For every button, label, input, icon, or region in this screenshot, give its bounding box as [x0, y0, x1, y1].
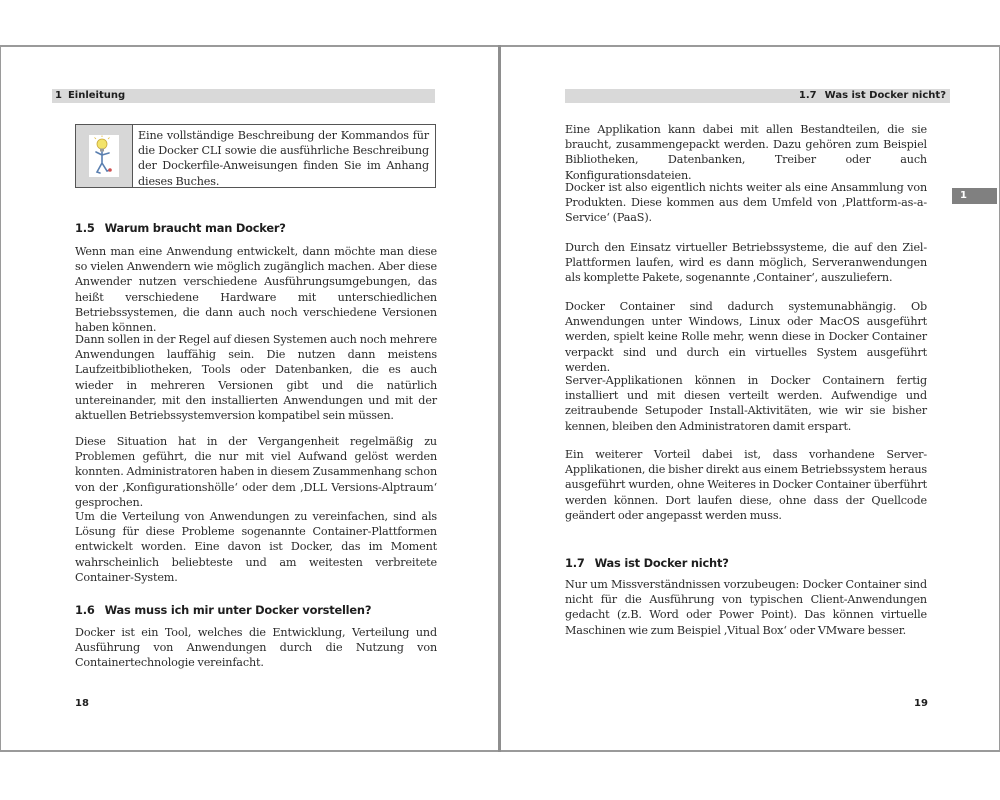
- page-number-right: 19: [914, 698, 928, 709]
- paragraph: Server-Applikationen können in Docker Containern fertig installiert und mit diesen verteilt werden. Aufwendige und zeitraubende Setupoder Install-Aktivitäten, wie wir sie bisher kennen, bleiben den Administratoren damit erspart.: [565, 374, 927, 433]
- left-page: [0, 45, 498, 752]
- section-title: Was muss ich mir unter Docker vorstellen?: [104, 603, 372, 617]
- section-title: Warum braucht man Docker?: [104, 221, 286, 235]
- paragraph: Eine Applikation kann dabei mit allen Bestandteilen, die sie braucht, zusammengepackt werden. Dazu gehören zum Beispiel Bibliotheken, Datenbanken, Treiber oder auch Konfigurationsdateien.: [565, 123, 927, 182]
- paragraph: Um die Verteilung von Anwendungen zu vereinfachen, sind als Lösung für diese Probleme sogenannte Container-Plattformen entwickelt worden. Eine davon ist Docker, das im Moment wahrscheinlich beliebteste und am weitesten verbreitete Container-System.: [75, 510, 437, 584]
- section-number: 1.6: [75, 603, 95, 617]
- running-head-chapter-title: Einleitung: [67, 90, 126, 101]
- paragraph: Ein weiterer Vorteil dabei ist, dass vorhandene Server-Applikationen, die bisher direkt aus einem Betriebssystem heraus ausgeführt wurden, ohne Weiteres in Docker Container überführt werden können. Dort laufen diese, ohne dass der Quellcode geändert oder angepasst werden muss.: [565, 448, 927, 522]
- running-head-section-title: Was ist Docker nicht?: [824, 90, 946, 101]
- page-number-left: 18: [75, 698, 89, 709]
- section-number: 1.7: [565, 556, 585, 570]
- section-heading-1-7: [565, 556, 729, 570]
- note-box: [75, 124, 436, 188]
- running-head-left: [52, 89, 435, 103]
- note-text: Eine vollständige Beschreibung der Kommandos für die Docker CLI sowie die ausführliche Beschreibung der Dockerfile-Anweisungen finden Sie im Anhang dieses Buches.: [138, 129, 429, 188]
- paragraph: Durch den Einsatz virtueller Betriebssysteme, die auf den Ziel-Plattformen laufen, wird es dann möglich, Serveranwendungen als komplette Pakete, sogenannte ‚Container‘, auszuliefern.: [565, 241, 927, 285]
- paragraph: Diese Situation hat in der Vergangenheit regelmäßig zu Problemen geführt, die nur mit viel Aufwand gelöst werden konnten. Administratoren haben in diesem Zusammenhang schon von der ‚Konfigurationshölle‘ oder dem ‚DLL Versions-Alptraum‘ gesprochen.: [75, 435, 437, 509]
- paragraph: Docker ist also eigentlich nichts weiter als eine Ansammlung von Produkten. Diese kommen aus dem Umfeld von ‚Plattform-as-a-Service‘ (PaaS).: [565, 181, 927, 225]
- running-head-section-number: 1.7: [798, 90, 817, 101]
- section-heading-1-6: [75, 603, 371, 617]
- section-heading-1-5: [75, 221, 286, 235]
- chapter-side-tab: 1: [952, 188, 997, 204]
- paragraph: Wenn man eine Anwendung entwickelt, dann möchte man diese so vielen Anwendern wie möglich zugänglich machen. Aber diese Anwender nutzen verschiedene Ausführungsumgebungen, das heißt verschiedene Hardware mit unterschiedlichen Betriebssystemen, die dann auch noch verschiedene Versionen haben können.: [75, 245, 437, 335]
- section-title: Was ist Docker nicht?: [594, 556, 729, 570]
- paragraph: Nur um Missverständnissen vorzubeugen: Docker Container sind nicht für die Ausführung von typischen Client-Anwendungen gedacht (z.B. Word oder Power Point). Das können virtuelle Maschinen wie zum Beispiel ‚Vitual Box‘ oder VMware besser.: [565, 578, 927, 637]
- lightbulb-figure-icon: [89, 135, 119, 177]
- paragraph: Dann sollen in der Regel auf diesen Systemen auch noch mehrere Anwendungen lauffähig sein. Die nutzen dann meistens Laufzeitbibliotheken, Tools oder Datenbanken, die es auch wieder in mehreren Versionen gibt und die natürlich untereinander, mit den installierten Anwendungen und mit der aktuellen Betriebssystemversion kompatibel sein müssen.: [75, 333, 437, 423]
- section-number: 1.5: [75, 221, 95, 235]
- note-icon-cell: [76, 125, 133, 187]
- paragraph: Docker Container sind dadurch systemunabhängig. Ob Anwendungen unter Windows, Linux oder MacOS ausgeführt werden, spielt keine Rolle mehr, wenn diese in Docker Container verpackt sind und durch ein virtuelles System ausgeführt werden.: [565, 300, 927, 374]
- running-head-right: [565, 89, 950, 103]
- paragraph: Docker ist ein Tool, welches die Entwicklung, Verteilung und Ausführung von Anwendungen durch die Nutzung von Containertechnologie vereinfacht.: [75, 626, 437, 670]
- right-page: [501, 45, 1000, 752]
- running-head-chapter-number: 1: [55, 90, 62, 101]
